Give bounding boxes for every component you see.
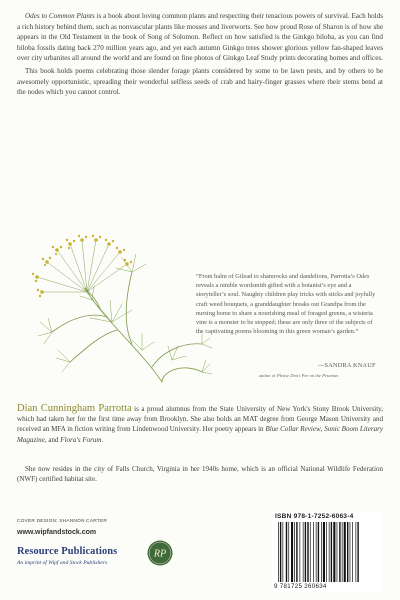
attribution-prefix: author of [259, 373, 277, 378]
publication-1: Blue Collar Review [265, 425, 321, 434]
barcode-bar [342, 522, 343, 582]
dill-illustration [12, 222, 217, 392]
review-quote [196, 272, 378, 336]
barcode-bar [313, 522, 314, 582]
barcode-bar [333, 522, 335, 582]
barcode-bar [286, 522, 287, 582]
barcode-bar [316, 522, 317, 582]
isbn-barcode [277, 522, 378, 582]
barcode-bar [280, 522, 281, 582]
description-paragraph-2: This book holds poems celebrating those slender forage plants considered by some to be lawn pests, and by others to be awesomely opportunistic, spreading their wonderful selfless seeds of crab and hairy-finger grasses where their stems bend at the nodes which you cannot control. [17, 66, 383, 97]
author-name: Dian Cunningham Parrotta [17, 403, 132, 414]
barcode-bar [337, 522, 338, 582]
author-bio-2: She now resides in the city of Falls Church, Virginia in her 1940s home, which is an official National Wildlife Federation (NWF) certified habitat site. [17, 465, 383, 484]
description-text-1: is a book about loving common plants and respecting their tenacious powers of survival. Each holds a rich history behind them, such as nonvascular plants like mosses and liverworts. See how proud Rose of Sharon is of how she appears in the Old Testament in the book of Song of Solomon. Reflect on how satisfied is the Ginkgo biloba, as you can find biloba fossils dating back 270 million years ago, and yet each autumn Ginkgo trees shower glorious yellow fan-shaped leaves over city urbanites all around the world and are found on fine photos of Ginkgo Leaf Study prints decorating homes and offices. [17, 12, 384, 63]
publisher-imprint: An imprint of Wipf and Stock Publishers [17, 560, 108, 566]
review-attribution: —SANDRA KNAUF [318, 362, 376, 369]
bio-end: . [101, 435, 104, 444]
barcode-bar [296, 522, 297, 582]
book-description [17, 11, 383, 98]
barcode-bar [321, 522, 322, 582]
barcode-bar [326, 522, 327, 582]
description-paragraph-1 [17, 11, 383, 64]
cover-design-credit: COVER DESIGN: SHANNON CARTER [17, 519, 108, 524]
logo-text: RP [153, 548, 167, 560]
barcode-bar [350, 522, 351, 582]
barcode-bar [291, 522, 293, 582]
publication-2: Sonic Boom Literary Magazine [17, 425, 384, 444]
isbn-label: ISBN 978-1-7252-6063-4 [275, 513, 354, 520]
barcode-bar [310, 522, 311, 582]
barcode-bar [331, 522, 332, 582]
barcode-digits: 9 781725 260634 [274, 583, 327, 590]
publisher-logo-icon [147, 540, 173, 566]
separator-2: , and [44, 435, 61, 444]
barcode-bar [323, 522, 325, 582]
quote-text-b: reveals a nimble wordsmith gifted with a botanist’s eye and a storyteller’s soul. Naughty children play tricks with sticks and joyfully craft weed bouquets, a granddaughter breaks out Grandpa from the nursing home to share a nourishing meal of foraged greens, a wisteria vine is a monster to be stopped; these are only three of the subjects of the captivating poems blooming in this green woman’s garden.” [196, 282, 376, 336]
barcode-bar [288, 522, 289, 582]
barcode-bar [352, 522, 353, 582]
publisher-website: www.wipfandstock.com [17, 529, 97, 536]
quote-title: Odes [356, 273, 370, 280]
quote-text-a: “From balm of Gilead to shamrocks and dandelions, Parrotta’s [196, 273, 357, 280]
publisher-name: Resource Publications [17, 546, 118, 557]
barcode-bar [294, 522, 295, 582]
publication-3: Flora's Forum [60, 435, 102, 444]
barcode-bar [305, 522, 306, 582]
book-title: Odes to Common Plants [25, 12, 95, 20]
barcode-bar [283, 522, 284, 582]
separator-1: , [320, 425, 325, 434]
barcode-bar [329, 522, 330, 582]
bio-text-a: is a proud alumnus from the State University of New York's Stony Brook University, which had taken her for the first time away from Brooklyn. She also holds an MAT degree from George Mason University and received an MFA in fiction writing from Lindenwood University. Her poetry appears in [17, 405, 383, 434]
barcode-bar [307, 522, 308, 582]
barcode-bar [356, 522, 357, 582]
author-bio [17, 404, 383, 445]
barcode-bar [278, 522, 279, 582]
barcode-bar [357, 522, 358, 582]
barcode-bar [339, 522, 340, 582]
barcode-bar [347, 522, 348, 582]
barcode-bar [300, 522, 301, 582]
review-attribution-sub [259, 373, 384, 378]
barcode-bar [303, 522, 304, 582]
barcode-bar [344, 522, 346, 582]
attribution-book-title: Please Don't Pee on the Petunias [276, 373, 339, 378]
barcode-bar [318, 522, 319, 582]
